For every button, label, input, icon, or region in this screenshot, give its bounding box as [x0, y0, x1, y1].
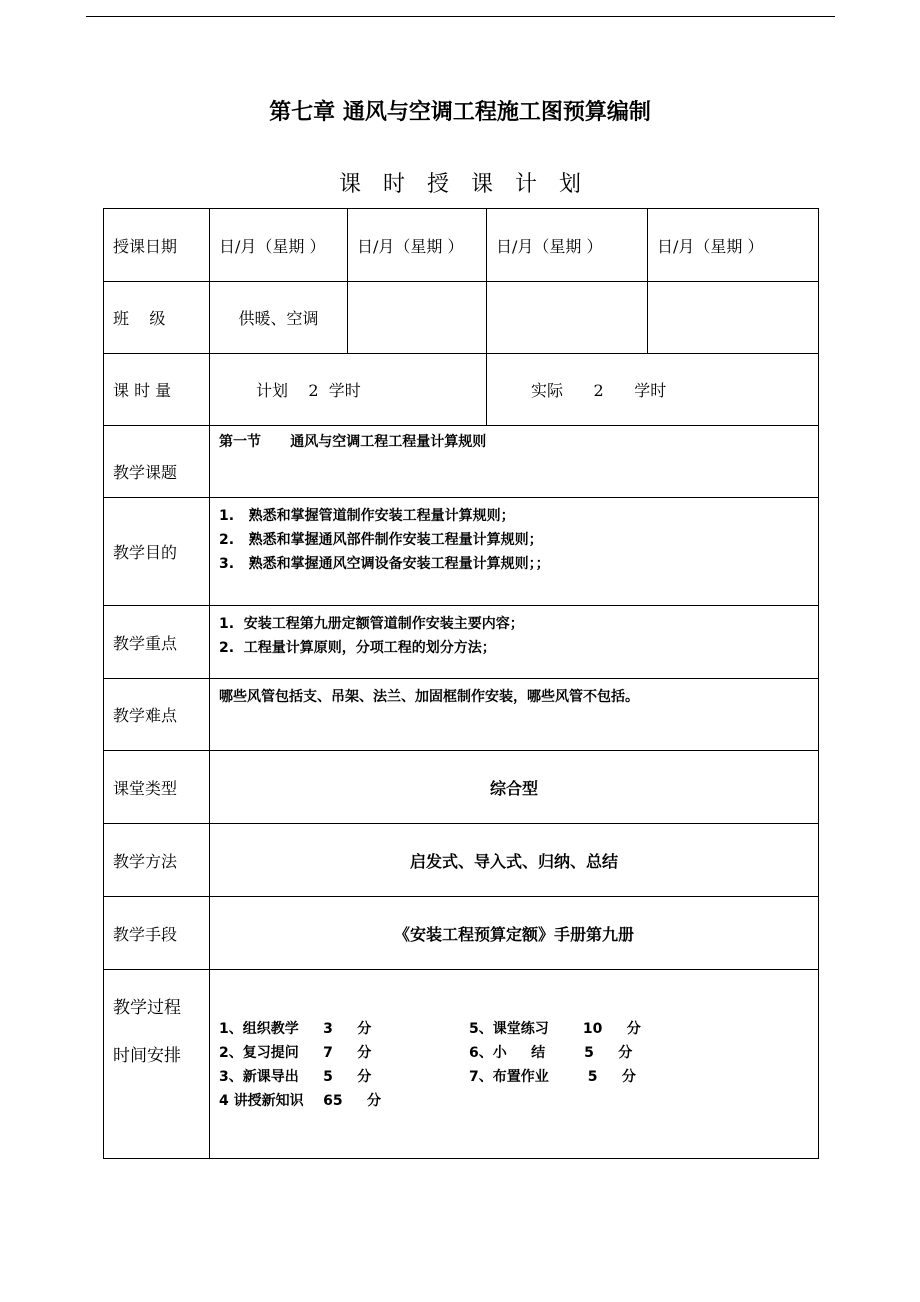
hours-plan: 计划 2 学时 — [210, 354, 487, 426]
key-points-row — [104, 606, 819, 679]
class-type-row — [104, 751, 819, 824]
objective-item: 3. 熟悉和掌握通风空调设备安装工程量计算规则；； — [219, 556, 550, 572]
date-cell-3: 日/月（星期 ） — [496, 236, 603, 256]
date-cell-4: 日/月（星期 ） — [657, 236, 764, 256]
schedule-item: 6、小 结 5 分 — [469, 1045, 633, 1061]
objective-item: 1. 熟悉和掌握管道制作安装工程量计算规则； — [219, 508, 515, 524]
date-cell-2: 日/月（星期 ） — [357, 236, 464, 256]
chapter-title: 第七章 通风与空调工程施工图预算编制 — [269, 100, 651, 125]
process-cell — [210, 970, 819, 1159]
schedule-item: 3、新课导出 5 分 — [219, 1069, 372, 1085]
plan-title: 课时授课计划 — [338, 172, 603, 197]
schedule-item: 5、课堂练习 10 分 — [469, 1021, 641, 1037]
hours-row — [104, 354, 819, 426]
hours-actual: 实际 2 学时 — [487, 354, 819, 426]
objectives-label: 教学目的 — [104, 498, 210, 606]
class-empty-3 — [648, 282, 819, 354]
means-row — [104, 897, 819, 970]
difficulties-label: 教学难点 — [104, 679, 210, 751]
class-value: 供暖、空调 — [210, 282, 348, 354]
topic-label: 教学课题 — [104, 426, 210, 498]
schedule-item: 1、组织教学 3 分 — [219, 1021, 372, 1037]
class-label: 班 级 — [104, 282, 210, 354]
key-points-cell — [210, 606, 819, 679]
schedule-item: 2、复习提问 7 分 — [219, 1045, 372, 1061]
key-points-label: 教学重点 — [104, 606, 210, 679]
methods-label: 教学方法 — [104, 824, 210, 897]
hours-label: 课 时 量 — [104, 354, 210, 426]
schedule-item: 7、布置作业 5 分 — [469, 1069, 636, 1085]
schedule — [210, 1017, 818, 1113]
objective-item: 2. 熟悉和掌握通风部件制作安装工程量计算规则； — [219, 532, 543, 548]
key-point-item: 1. 安装工程第九册定额管道制作安装主要内容； — [219, 616, 524, 632]
topic-row — [104, 426, 819, 498]
date-cell-1: 日/月（星期 ） — [219, 236, 326, 256]
means-label: 教学手段 — [104, 897, 210, 970]
topic-cell — [210, 426, 819, 498]
process-label-line2: 时间安排 — [113, 1046, 181, 1066]
lesson-plan-table — [103, 208, 819, 1159]
key-point-item: 2. 工程量计算原则，分项工程的划分方法； — [219, 640, 496, 656]
class-empty-2 — [487, 282, 648, 354]
date-row — [104, 209, 819, 282]
methods-value: 启发式、导入式、归纳、总结 — [210, 824, 819, 897]
process-label — [104, 970, 210, 1159]
methods-row — [104, 824, 819, 897]
difficulties-row — [104, 679, 819, 751]
process-label-line1: 教学过程 — [113, 998, 181, 1018]
class-type-label: 课堂类型 — [104, 751, 210, 824]
topic-value: 第一节 通风与空调工程工程量计算规则 — [219, 434, 487, 450]
schedule-item: 4 讲授新知识 65 分 — [219, 1093, 381, 1109]
class-type-value: 综合型 — [210, 751, 819, 824]
difficulties-cell — [210, 679, 819, 751]
means-value: 《安装工程预算定额》手册第九册 — [210, 897, 819, 970]
date-label: 授课日期 — [104, 209, 210, 282]
schedule-left — [219, 1017, 469, 1113]
process-row — [104, 970, 819, 1159]
objectives-cell — [210, 498, 819, 606]
objectives-row — [104, 498, 819, 606]
header-rule — [86, 16, 835, 17]
difficulties-value: 哪些风管包括支、吊架、法兰、加固框制作安装，哪些风管不包括。 — [219, 689, 639, 705]
class-empty-1 — [348, 282, 487, 354]
schedule-right — [469, 1017, 719, 1113]
class-row — [104, 282, 819, 354]
